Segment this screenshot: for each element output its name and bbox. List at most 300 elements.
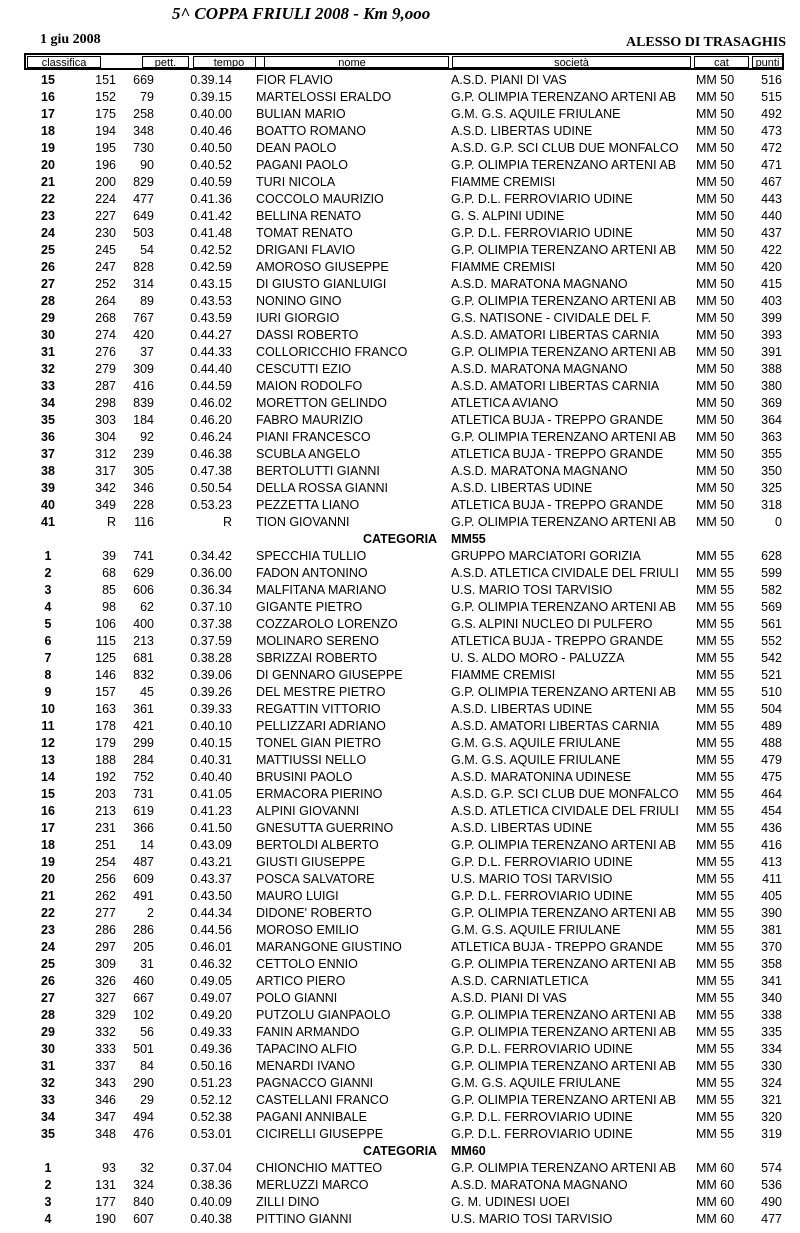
cell-club: G.P. OLIMPIA TERENZANO ARTENI AB bbox=[451, 90, 677, 104]
cell-category: MM 55 bbox=[696, 957, 735, 971]
cell-bib: 840 bbox=[133, 1195, 154, 1209]
cell-time: 0.46.20 bbox=[190, 413, 232, 427]
cell-position: 115 bbox=[96, 634, 116, 648]
cell-rank: 30 bbox=[41, 1042, 55, 1056]
header-pett: pett. bbox=[142, 56, 189, 68]
cell-bib: 324 bbox=[133, 1178, 154, 1192]
cell-points: 391 bbox=[761, 345, 782, 359]
cell-time: 0.41.23 bbox=[190, 804, 232, 818]
cell-athlete-name: CICIRELLI GIUSEPPE bbox=[256, 1127, 384, 1141]
cell-category: MM 55 bbox=[696, 889, 735, 903]
table-row bbox=[0, 1194, 800, 1211]
cell-club: G.P. D.L. FERROVIARIO UDINE bbox=[451, 192, 633, 206]
header-nome: nome bbox=[255, 56, 449, 68]
cell-points: 467 bbox=[761, 175, 782, 189]
cell-time: 0.44.59 bbox=[190, 379, 232, 393]
table-row bbox=[0, 429, 800, 446]
cell-time: 0.36.34 bbox=[190, 583, 232, 597]
cell-bib: 767 bbox=[133, 311, 154, 325]
table-row bbox=[0, 701, 800, 718]
cell-rank: 41 bbox=[41, 515, 55, 529]
cell-category: MM 50 bbox=[696, 515, 735, 529]
cell-time: 0.49.05 bbox=[190, 974, 232, 988]
cell-points: 405 bbox=[761, 889, 782, 903]
cell-points: 341 bbox=[761, 974, 782, 988]
cell-bib: 314 bbox=[133, 277, 154, 291]
cell-club: G.P. OLIMPIA TERENZANO ARTENI AB bbox=[451, 1161, 677, 1175]
cell-bib: 45 bbox=[140, 685, 154, 699]
cell-rank: 26 bbox=[41, 260, 55, 274]
cell-bib: 669 bbox=[133, 73, 154, 87]
cell-athlete-name: SBRIZZAI ROBERTO bbox=[256, 651, 378, 665]
cell-athlete-name: TONEL GIAN PIETRO bbox=[256, 736, 382, 750]
cell-athlete-name: CHIONCHIO MATTEO bbox=[256, 1161, 383, 1175]
cell-category: MM 50 bbox=[696, 90, 735, 104]
cell-time: 0.40.15 bbox=[190, 736, 232, 750]
cell-points: 363 bbox=[761, 430, 782, 444]
table-header bbox=[24, 53, 784, 70]
cell-points: 471 bbox=[761, 158, 782, 172]
cell-points: 324 bbox=[761, 1076, 782, 1090]
cell-points: 477 bbox=[761, 1212, 782, 1226]
cell-category: MM 50 bbox=[696, 464, 735, 478]
table-row bbox=[0, 752, 800, 769]
cell-points: 422 bbox=[761, 243, 782, 257]
cell-bib: 102 bbox=[133, 1008, 154, 1022]
cell-club: G.P. OLIMPIA TERENZANO ARTENI AB bbox=[451, 600, 677, 614]
cell-time: 0.41.36 bbox=[190, 192, 232, 206]
cell-time: 0.40.10 bbox=[190, 719, 232, 733]
cell-points: 443 bbox=[761, 192, 782, 206]
cell-category: MM 60 bbox=[696, 1178, 735, 1192]
cell-time: 0.44.33 bbox=[190, 345, 232, 359]
cell-time: 0.49.33 bbox=[190, 1025, 232, 1039]
cell-rank: 1 bbox=[44, 549, 52, 563]
cell-bib: 494 bbox=[133, 1110, 154, 1124]
cell-points: 628 bbox=[761, 549, 782, 563]
cell-athlete-name: GNESUTTA GUERRINO bbox=[256, 821, 394, 835]
cell-rank: 32 bbox=[41, 362, 55, 376]
cell-position: 309 bbox=[95, 957, 116, 971]
cell-category: MM 55 bbox=[696, 583, 735, 597]
cell-athlete-name: GIUSTI GIUSEPPE bbox=[256, 855, 366, 869]
cell-time: 0.46.38 bbox=[190, 447, 232, 461]
cell-category: MM 50 bbox=[696, 481, 735, 495]
cell-position: 188 bbox=[95, 753, 116, 767]
cell-category: MM 55 bbox=[696, 923, 735, 937]
cell-points: 489 bbox=[761, 719, 782, 733]
cell-bib: 607 bbox=[133, 1212, 154, 1226]
cell-category: MM 55 bbox=[696, 1127, 735, 1141]
cell-time: 0.43.37 bbox=[190, 872, 232, 886]
cell-points: 599 bbox=[761, 566, 782, 580]
cell-bib: 31 bbox=[140, 957, 154, 971]
table-row bbox=[0, 1092, 800, 1109]
cell-category: MM 55 bbox=[696, 1093, 735, 1107]
cell-time: 0.46.24 bbox=[190, 430, 232, 444]
cell-position: 262 bbox=[95, 889, 116, 903]
cell-time: 0.44.27 bbox=[190, 328, 232, 342]
cell-time: 0.52.38 bbox=[190, 1110, 232, 1124]
cell-time: 0.44.56 bbox=[190, 923, 232, 937]
cell-time: 0.44.34 bbox=[190, 906, 232, 920]
cell-athlete-name: TOMAT RENATO bbox=[256, 226, 353, 240]
cell-time: 0.51.23 bbox=[190, 1076, 232, 1090]
cell-athlete-name: BELLINA RENATO bbox=[256, 209, 362, 223]
cell-athlete-name: MARANGONE GIUSTINO bbox=[256, 940, 402, 954]
cell-club: A.S.D. MARATONA MAGNANO bbox=[451, 1178, 628, 1192]
cell-time: 0.47.38 bbox=[190, 464, 232, 478]
cell-points: 440 bbox=[761, 209, 782, 223]
cell-position: 333 bbox=[95, 1042, 116, 1056]
cell-bib: 286 bbox=[133, 923, 154, 937]
cell-category: MM 55 bbox=[696, 1042, 735, 1056]
cell-points: 561 bbox=[761, 617, 782, 631]
cell-rank: 34 bbox=[41, 1110, 55, 1124]
cell-club: ATLETICA BUJA - TREPPO GRANDE bbox=[451, 447, 664, 461]
table-row bbox=[0, 769, 800, 786]
cell-position: 247 bbox=[95, 260, 116, 274]
cell-club: G.P. OLIMPIA TERENZANO ARTENI AB bbox=[451, 685, 677, 699]
cell-category: MM 55 bbox=[696, 821, 735, 835]
cell-position: 179 bbox=[95, 736, 116, 750]
cell-points: 393 bbox=[761, 328, 782, 342]
cell-time: 0.37.04 bbox=[190, 1161, 232, 1175]
cell-club: A.S.D. MARATONA MAGNANO bbox=[451, 464, 628, 478]
table-row bbox=[0, 514, 800, 531]
cell-position: 312 bbox=[95, 447, 116, 461]
cell-category: MM 55 bbox=[696, 1076, 735, 1090]
cell-position: 298 bbox=[95, 396, 116, 410]
table-row bbox=[0, 548, 800, 565]
table-row bbox=[0, 123, 800, 140]
cell-position: 337 bbox=[95, 1059, 116, 1073]
table-row bbox=[0, 276, 800, 293]
cell-time: 0.43.50 bbox=[190, 889, 232, 903]
cell-position: 303 bbox=[95, 413, 116, 427]
cell-time: R bbox=[222, 515, 232, 529]
cell-position: 125 bbox=[95, 651, 116, 665]
table-row bbox=[0, 293, 800, 310]
cell-position: 93 bbox=[102, 1161, 116, 1175]
cell-category: MM 55 bbox=[696, 906, 735, 920]
cell-position: 195 bbox=[95, 141, 116, 155]
cell-position: 175 bbox=[95, 107, 116, 121]
cell-club: G. S. ALPINI UDINE bbox=[451, 209, 565, 223]
cell-club: U.S. MARIO TOSI TARVISIO bbox=[451, 1212, 613, 1226]
cell-club: G.P. OLIMPIA TERENZANO ARTENI AB bbox=[451, 515, 677, 529]
cell-bib: 299 bbox=[133, 736, 154, 750]
cell-points: 325 bbox=[761, 481, 782, 495]
table-row bbox=[0, 242, 800, 259]
cell-club: G.M. G.S. AQUILE FRIULANE bbox=[451, 753, 621, 767]
cell-position: 152 bbox=[95, 90, 116, 104]
cell-rank: 22 bbox=[41, 906, 55, 920]
cell-rank: 13 bbox=[41, 753, 55, 767]
cell-bib: 258 bbox=[133, 107, 154, 121]
table-row bbox=[0, 633, 800, 650]
cell-rank: 30 bbox=[41, 328, 55, 342]
cell-points: 340 bbox=[761, 991, 782, 1005]
cell-athlete-name: MOLINARO SERENO bbox=[256, 634, 379, 648]
cell-club: A.S.D. AMATORI LIBERTAS CARNIA bbox=[451, 379, 660, 393]
cell-bib: 348 bbox=[133, 124, 154, 138]
race-date: 1 giu 2008 bbox=[40, 32, 101, 47]
cell-bib: 366 bbox=[133, 821, 154, 835]
cell-rank: 7 bbox=[44, 651, 52, 665]
cell-bib: 305 bbox=[133, 464, 154, 478]
cell-bib: 730 bbox=[133, 141, 154, 155]
cell-position: 342 bbox=[95, 481, 116, 495]
cell-rank: 23 bbox=[41, 923, 55, 937]
cell-club: G.P. OLIMPIA TERENZANO ARTENI AB bbox=[451, 957, 677, 971]
cell-category: MM 50 bbox=[696, 107, 735, 121]
cell-club: U.S. MARIO TOSI TARVISIO bbox=[451, 583, 613, 597]
header-tempo: tempo bbox=[193, 56, 265, 68]
cell-category: MM 50 bbox=[696, 311, 735, 325]
cell-rank: 28 bbox=[41, 1008, 55, 1022]
cell-club: A.S.D. ATLETICA CIVIDALE DEL FRIULI bbox=[451, 804, 679, 818]
cell-athlete-name: DI GENNARO GIUSEPPE bbox=[256, 668, 403, 682]
table-row bbox=[0, 1007, 800, 1024]
cell-rank: 19 bbox=[41, 141, 55, 155]
cell-athlete-name: PAGNACCO GIANNI bbox=[256, 1076, 374, 1090]
cell-athlete-name: DEL MESTRE PIETRO bbox=[256, 685, 386, 699]
cell-rank: 26 bbox=[41, 974, 55, 988]
cell-category: MM 60 bbox=[696, 1195, 735, 1209]
cell-club: G.P. OLIMPIA TERENZANO ARTENI AB bbox=[451, 345, 677, 359]
cell-club: G.P. OLIMPIA TERENZANO ARTENI AB bbox=[451, 1093, 677, 1107]
cell-bib: 2 bbox=[147, 906, 154, 920]
cell-club: G.P. D.L. FERROVIARIO UDINE bbox=[451, 1110, 633, 1124]
cell-category: MM 50 bbox=[696, 175, 735, 189]
cell-position: 346 bbox=[95, 1093, 116, 1107]
cell-rank: 32 bbox=[41, 1076, 55, 1090]
cell-bib: 290 bbox=[133, 1076, 154, 1090]
cell-bib: 503 bbox=[133, 226, 154, 240]
cell-athlete-name: DEAN PAOLO bbox=[256, 141, 337, 155]
table-row bbox=[0, 803, 800, 820]
cell-category: MM 50 bbox=[696, 345, 735, 359]
cell-category: MM 55 bbox=[696, 702, 735, 716]
cell-club: ATLETICA BUJA - TREPPO GRANDE bbox=[451, 634, 664, 648]
cell-points: 338 bbox=[761, 1008, 782, 1022]
cell-club: G.P. D.L. FERROVIARIO UDINE bbox=[451, 889, 633, 903]
cell-category: MM 55 bbox=[696, 770, 735, 784]
cell-bib: 37 bbox=[140, 345, 154, 359]
cell-points: 569 bbox=[761, 600, 782, 614]
cell-position: 200 bbox=[95, 175, 116, 189]
cell-club: G.P. D.L. FERROVIARIO UDINE bbox=[451, 226, 633, 240]
cell-category: MM 50 bbox=[696, 294, 735, 308]
cell-position: 252 bbox=[95, 277, 116, 291]
cell-time: 0.46.02 bbox=[190, 396, 232, 410]
cell-club: G.P. OLIMPIA TERENZANO ARTENI AB bbox=[451, 430, 677, 444]
cell-club: A.S.D. AMATORI LIBERTAS CARNIA bbox=[451, 328, 660, 342]
cell-club: A.S.D. MARATONA MAGNANO bbox=[451, 362, 628, 376]
table-row bbox=[0, 616, 800, 633]
cell-category: MM 50 bbox=[696, 192, 735, 206]
cell-time: 0.50.54 bbox=[190, 481, 232, 495]
cell-points: 490 bbox=[761, 1195, 782, 1209]
cell-club: G.P. OLIMPIA TERENZANO ARTENI AB bbox=[451, 1025, 677, 1039]
cell-rank: 39 bbox=[41, 481, 55, 495]
cell-points: 582 bbox=[761, 583, 782, 597]
cell-time: 0.39.15 bbox=[190, 90, 232, 104]
cell-points: 464 bbox=[761, 787, 782, 801]
cell-time: 0.40.40 bbox=[190, 770, 232, 784]
cell-bib: 606 bbox=[133, 583, 154, 597]
cell-points: 369 bbox=[761, 396, 782, 410]
cell-time: 0.43.53 bbox=[190, 294, 232, 308]
cell-athlete-name: SCUBLA ANGELO bbox=[256, 447, 361, 461]
cell-time: 0.52.12 bbox=[190, 1093, 232, 1107]
cell-athlete-name: MARTELOSSI ERALDO bbox=[256, 90, 392, 104]
cell-time: 0.40.38 bbox=[190, 1212, 232, 1226]
cell-club: G. M. UDINESI UOEI bbox=[451, 1195, 570, 1209]
cell-athlete-name: COCCOLO MAURIZIO bbox=[256, 192, 384, 206]
cell-bib: 62 bbox=[140, 600, 154, 614]
table-row bbox=[0, 225, 800, 242]
cell-athlete-name: MOROSO EMILIO bbox=[256, 923, 359, 937]
category-label: CATEGORIA bbox=[363, 532, 438, 546]
cell-position: 327 bbox=[95, 991, 116, 1005]
cell-position: 192 bbox=[95, 770, 116, 784]
cell-club: A.S.D. LIBERTAS UDINE bbox=[451, 124, 593, 138]
cell-points: 355 bbox=[761, 447, 782, 461]
cell-category: MM 50 bbox=[696, 379, 735, 393]
header-cat: cat bbox=[694, 56, 749, 68]
cell-points: 318 bbox=[761, 498, 782, 512]
cell-points: 381 bbox=[761, 923, 782, 937]
cell-rank: 1 bbox=[44, 1161, 52, 1175]
cell-points: 436 bbox=[761, 821, 782, 835]
table-row bbox=[0, 89, 800, 106]
cell-time: 0.43.09 bbox=[190, 838, 232, 852]
cell-rank: 25 bbox=[41, 957, 55, 971]
cell-bib: 14 bbox=[140, 838, 154, 852]
cell-club: A.S.D. PIANI DI VAS bbox=[451, 73, 567, 87]
cell-rank: 2 bbox=[44, 566, 52, 580]
table-row bbox=[0, 1126, 800, 1143]
cell-club: G.P. OLIMPIA TERENZANO ARTENI AB bbox=[451, 294, 677, 308]
cell-rank: 10 bbox=[41, 702, 55, 716]
cell-rank: 24 bbox=[41, 226, 55, 240]
cell-position: 304 bbox=[95, 430, 116, 444]
cell-rank: 12 bbox=[41, 736, 55, 750]
table-row bbox=[0, 395, 800, 412]
cell-rank: 23 bbox=[41, 209, 55, 223]
cell-position: 274 bbox=[95, 328, 116, 342]
cell-time: 0.34.42 bbox=[190, 549, 232, 563]
cell-category: MM 50 bbox=[696, 226, 735, 240]
cell-category: MM 50 bbox=[696, 328, 735, 342]
cell-category: MM 60 bbox=[696, 1212, 735, 1226]
cell-time: 0.39.33 bbox=[190, 702, 232, 716]
cell-category: MM 50 bbox=[696, 141, 735, 155]
cell-rank: 17 bbox=[41, 821, 55, 835]
cell-athlete-name: MERLUZZI MARCO bbox=[256, 1178, 369, 1192]
cell-position: 106 bbox=[95, 617, 116, 631]
table-row bbox=[0, 684, 800, 701]
cell-club: A.S.D. CARNIATLETICA bbox=[451, 974, 589, 988]
cell-bib: 420 bbox=[133, 328, 154, 342]
table-row bbox=[0, 1177, 800, 1194]
cell-club: G.M. G.S. AQUILE FRIULANE bbox=[451, 1076, 621, 1090]
table-row bbox=[0, 463, 800, 480]
cell-points: 475 bbox=[761, 770, 782, 784]
cell-rank: 37 bbox=[41, 447, 55, 461]
cell-rank: 29 bbox=[41, 1025, 55, 1039]
cell-rank: 31 bbox=[41, 1059, 55, 1073]
cell-position: 163 bbox=[95, 702, 116, 716]
cell-club: G.P. D.L. FERROVIARIO UDINE bbox=[451, 1042, 633, 1056]
cell-category: MM 50 bbox=[696, 447, 735, 461]
cell-athlete-name: ERMACORA PIERINO bbox=[256, 787, 383, 801]
cell-time: 0.42.52 bbox=[190, 243, 232, 257]
cell-position: 317 bbox=[95, 464, 116, 478]
cell-bib: 629 bbox=[133, 566, 154, 580]
cell-points: 574 bbox=[761, 1161, 782, 1175]
category-heading bbox=[0, 531, 800, 548]
cell-time: 0.46.01 bbox=[190, 940, 232, 954]
cell-athlete-name: PAGANI PAOLO bbox=[256, 158, 348, 172]
cell-category: MM 55 bbox=[696, 1025, 735, 1039]
cell-category: MM 55 bbox=[696, 651, 735, 665]
cell-club: U.S. MARIO TOSI TARVISIO bbox=[451, 872, 613, 886]
cell-rank: 20 bbox=[41, 158, 55, 172]
cell-category: MM 55 bbox=[696, 566, 735, 580]
cell-bib: 56 bbox=[140, 1025, 154, 1039]
cell-rank: 38 bbox=[41, 464, 55, 478]
cell-position: 348 bbox=[95, 1127, 116, 1141]
cell-rank: 8 bbox=[44, 668, 52, 682]
cell-time: 0.42.59 bbox=[190, 260, 232, 274]
cell-points: 542 bbox=[761, 651, 782, 665]
cell-time: 0.40.46 bbox=[190, 124, 232, 138]
cell-rank: 27 bbox=[41, 277, 55, 291]
cell-time: 0.40.31 bbox=[190, 753, 232, 767]
table-row bbox=[0, 973, 800, 990]
cell-rank: 16 bbox=[41, 90, 55, 104]
cell-time: 0.44.40 bbox=[190, 362, 232, 376]
cell-category: MM 50 bbox=[696, 209, 735, 223]
table-row bbox=[0, 667, 800, 684]
table-row bbox=[0, 1041, 800, 1058]
category-label: CATEGORIA bbox=[363, 1144, 438, 1158]
cell-bib: 476 bbox=[133, 1127, 154, 1141]
cell-rank: 21 bbox=[41, 889, 55, 903]
cell-points: 321 bbox=[761, 1093, 782, 1107]
cell-bib: 239 bbox=[133, 447, 154, 461]
cell-time: 0.43.21 bbox=[190, 855, 232, 869]
cell-athlete-name: FIOR FLAVIO bbox=[256, 73, 333, 87]
cell-club: G.P. OLIMPIA TERENZANO ARTENI AB bbox=[451, 1059, 677, 1073]
cell-bib: 361 bbox=[133, 702, 154, 716]
table-row bbox=[0, 446, 800, 463]
table-row bbox=[0, 497, 800, 514]
cell-category: MM 55 bbox=[696, 753, 735, 767]
cell-club: A.S.D. LIBERTAS UDINE bbox=[451, 481, 593, 495]
cell-bib: 832 bbox=[133, 668, 154, 682]
table-row bbox=[0, 191, 800, 208]
page-title: 5^ COPPA FRIULI 2008 - Km 9,ooo bbox=[172, 4, 431, 23]
cell-bib: 681 bbox=[133, 651, 154, 665]
cell-athlete-name: CASTELLANI FRANCO bbox=[256, 1093, 389, 1107]
cell-category: MM 50 bbox=[696, 430, 735, 444]
cell-bib: 421 bbox=[133, 719, 154, 733]
cell-rank: 3 bbox=[44, 1195, 52, 1209]
